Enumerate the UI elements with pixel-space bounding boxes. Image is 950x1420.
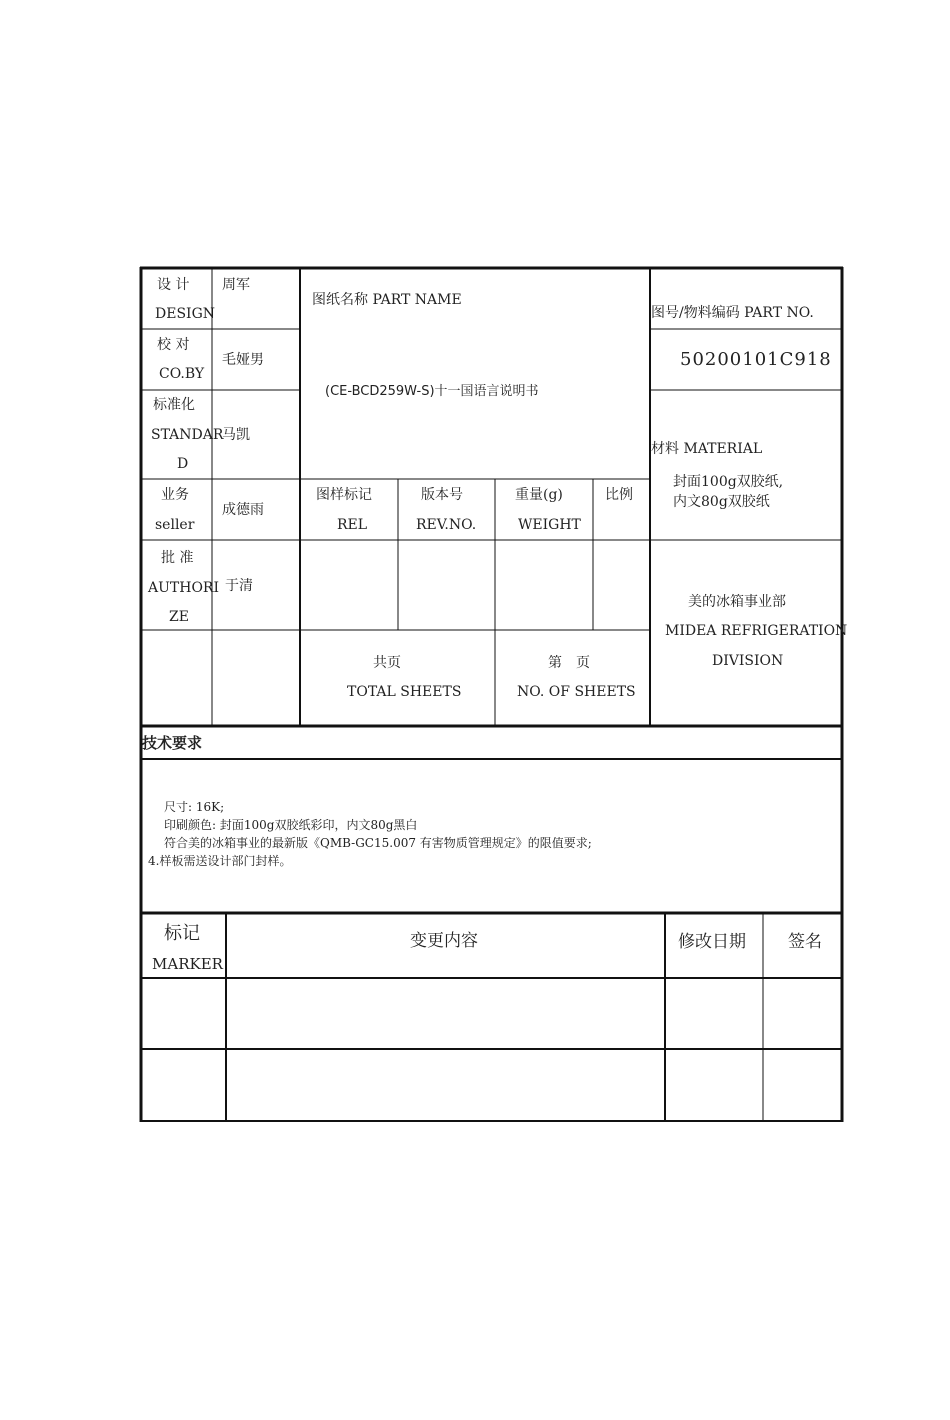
part-no-label: 图号/物料编码 PART NO.	[651, 305, 814, 321]
company-name-en-1: MIDEA REFRIGERATION	[665, 623, 848, 639]
modify-date-header: 修改日期	[678, 932, 746, 952]
tech-requirements-heading: 技术要求	[142, 734, 203, 752]
part-name: (CE-BCD259W-S)十一国语言说明书	[325, 384, 539, 399]
design-name: 周军	[222, 277, 250, 293]
sheet-no-en: NO. OF SHEETS	[517, 684, 636, 700]
total-sheets-en: TOTAL SHEETS	[347, 684, 462, 700]
design-label-cn: 设 计	[157, 277, 190, 293]
part-name-label: 图纸名称 PART NAME	[312, 292, 462, 308]
material-line-1: 封面100g双胶纸,	[673, 474, 784, 490]
standard-label-en-2: D	[177, 456, 189, 472]
total-sheets-cn: 共页	[373, 655, 401, 671]
seller-label-en: seller	[155, 517, 195, 533]
change-content-header: 变更内容	[410, 931, 478, 951]
check-name: 毛娅男	[222, 352, 264, 368]
rev-label-cn: 版本号	[421, 487, 463, 503]
seller-name: 成德雨	[222, 502, 264, 518]
seller-label-cn: 业务	[161, 487, 189, 503]
signature-header: 签名	[788, 932, 822, 952]
tech-requirement-line: 印刷颜色: 封面100g双胶纸彩印，内文80g黑白	[164, 818, 418, 832]
weight-label-en: WEIGHT	[518, 517, 581, 533]
material-line-2: 内文80g双胶纸	[673, 494, 770, 510]
check-label-en: CO.BY	[159, 366, 205, 382]
approve-label-en-2: ZE	[169, 609, 189, 625]
approve-name: 于清	[225, 578, 253, 594]
approve-label-en-1: AUTHORI	[148, 580, 220, 596]
rev-label-en: REV.NO.	[416, 517, 477, 533]
approve-label-cn: 批 准	[161, 550, 194, 566]
company-name-en-2: DIVISION	[712, 653, 784, 669]
weight-label-cn: 重量(g)	[515, 487, 563, 503]
check-label-cn: 校 对	[157, 337, 190, 353]
rel-label-en: REL	[337, 517, 368, 533]
tech-requirement-line: 符合美的冰箱事业的最新版《QMB-GC15.007 有害物质管理规定》的限值要求;	[164, 836, 592, 850]
standard-label-cn: 标准化	[153, 397, 195, 413]
tech-requirement-line: 尺寸: 16K;	[164, 800, 225, 814]
standard-label-en-1: STANDAR	[151, 427, 224, 443]
standard-name: 马凯	[222, 427, 250, 443]
marker-header-en: MARKER	[152, 955, 223, 973]
sheet-no-cn: 第 页	[548, 655, 590, 671]
tech-requirement-line: 4.样板需送设计部门封样。	[148, 854, 292, 868]
company-name-cn: 美的冰箱事业部	[688, 594, 786, 610]
rel-label-cn: 图样标记	[316, 487, 372, 503]
scale-label-cn: 比例	[605, 487, 633, 503]
design-label-en: DESIGN	[155, 306, 215, 322]
material-label: 材料 MATERIAL	[651, 441, 763, 457]
tech-requirements-list	[148, 798, 592, 870]
marker-header-cn: 标记	[164, 923, 200, 944]
part-no: 50200101C918	[680, 349, 832, 370]
